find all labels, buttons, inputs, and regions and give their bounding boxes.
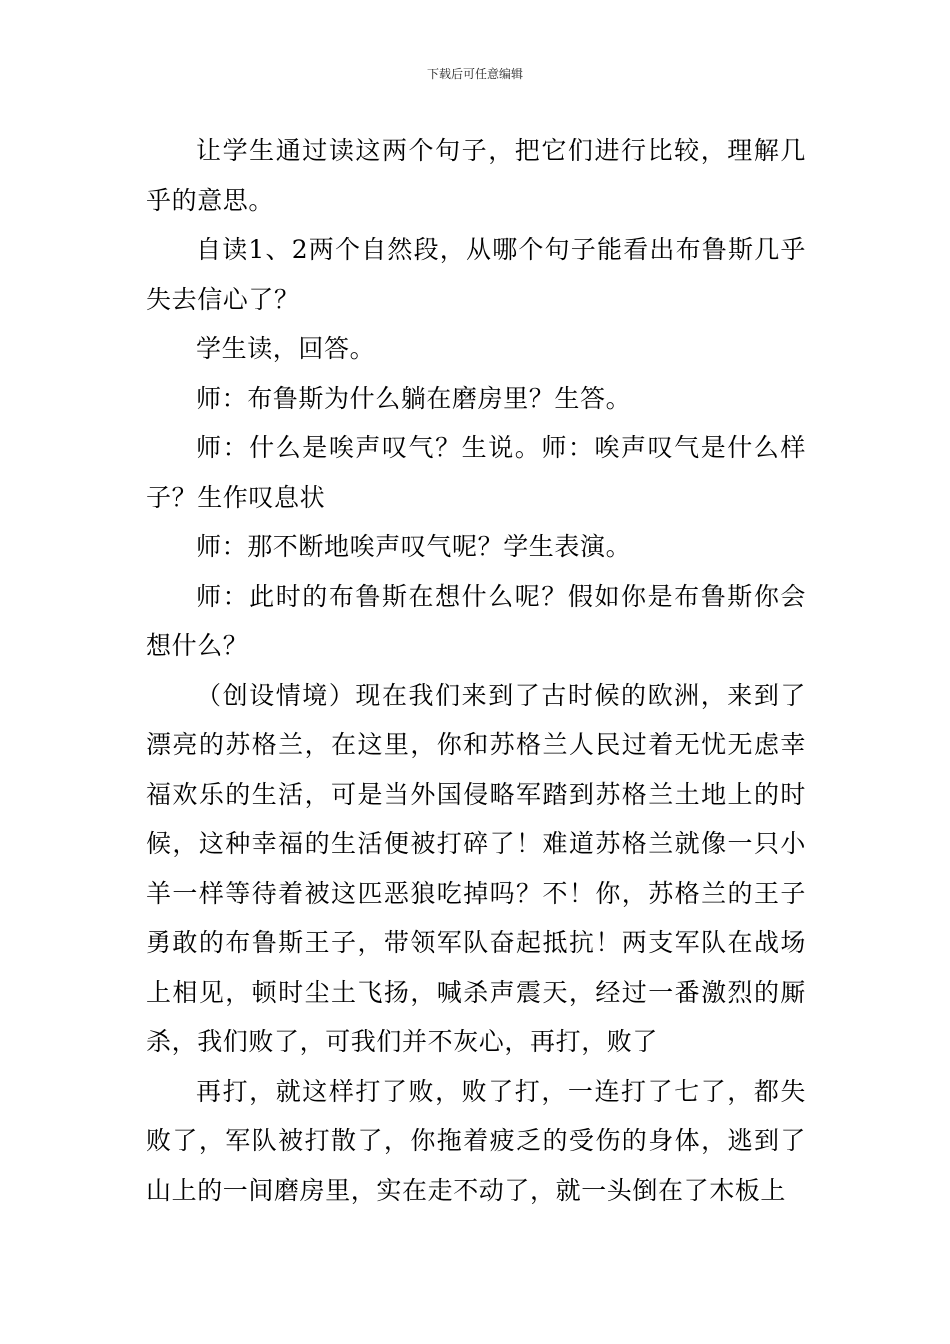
paragraph: 师：布鲁斯为什么躺在磨房里？生答。 — [196, 383, 632, 413]
paragraph: 让学生通过读这两个句子，把它们进行比较，理解几乎的意思。 — [146, 136, 806, 215]
paragraph: （创设情境）现在我们来到了古时候的欧洲，来到了漂亮的苏格兰，在这里，你和苏格兰人民过着无忧无虑幸福欢乐的生活，可是当外国侵略军踏到苏格兰土地上的时候，这种幸福的生活便被打碎了！难道苏格兰就像一只小羊一样等待着被这匹恶狼吃掉吗？不！你，苏格兰的王子勇敢的布鲁斯王子，带领军队奋起抵抗！两支军队在战场上相见，顿时尘土飞扬，喊杀声震天，经过一番激烈的厮杀，我们败了，可我们并不灰心，再打，败了 — [146, 680, 806, 1056]
paragraph: 再打，就这样打了败，败了打，一连打了七了，都失败了，军队被打散了，你拖着疲乏的受伤的身体，逃到了山上的一间磨房里，实在走不动了，就一头倒在了木板上 — [146, 1076, 806, 1205]
page-header: 下载后可任意编辑 — [426, 67, 523, 81]
paragraph: 师：此时的布鲁斯在想什么呢？假如你是布鲁斯你会想什么？ — [146, 581, 806, 660]
paragraph: 师：什么是唉声叹气？生说。师：唉声叹气是什么样子？生作叹息状 — [146, 433, 806, 512]
paragraph: 学生读，回答。 — [196, 334, 376, 363]
paragraph: 自读1、2两个自然段，从哪个句子能看出布鲁斯几乎失去信心了？ — [146, 235, 806, 314]
document-body — [146, 126, 806, 1215]
paragraph: 师：那不断地唉声叹气呢？学生表演。 — [196, 532, 632, 561]
